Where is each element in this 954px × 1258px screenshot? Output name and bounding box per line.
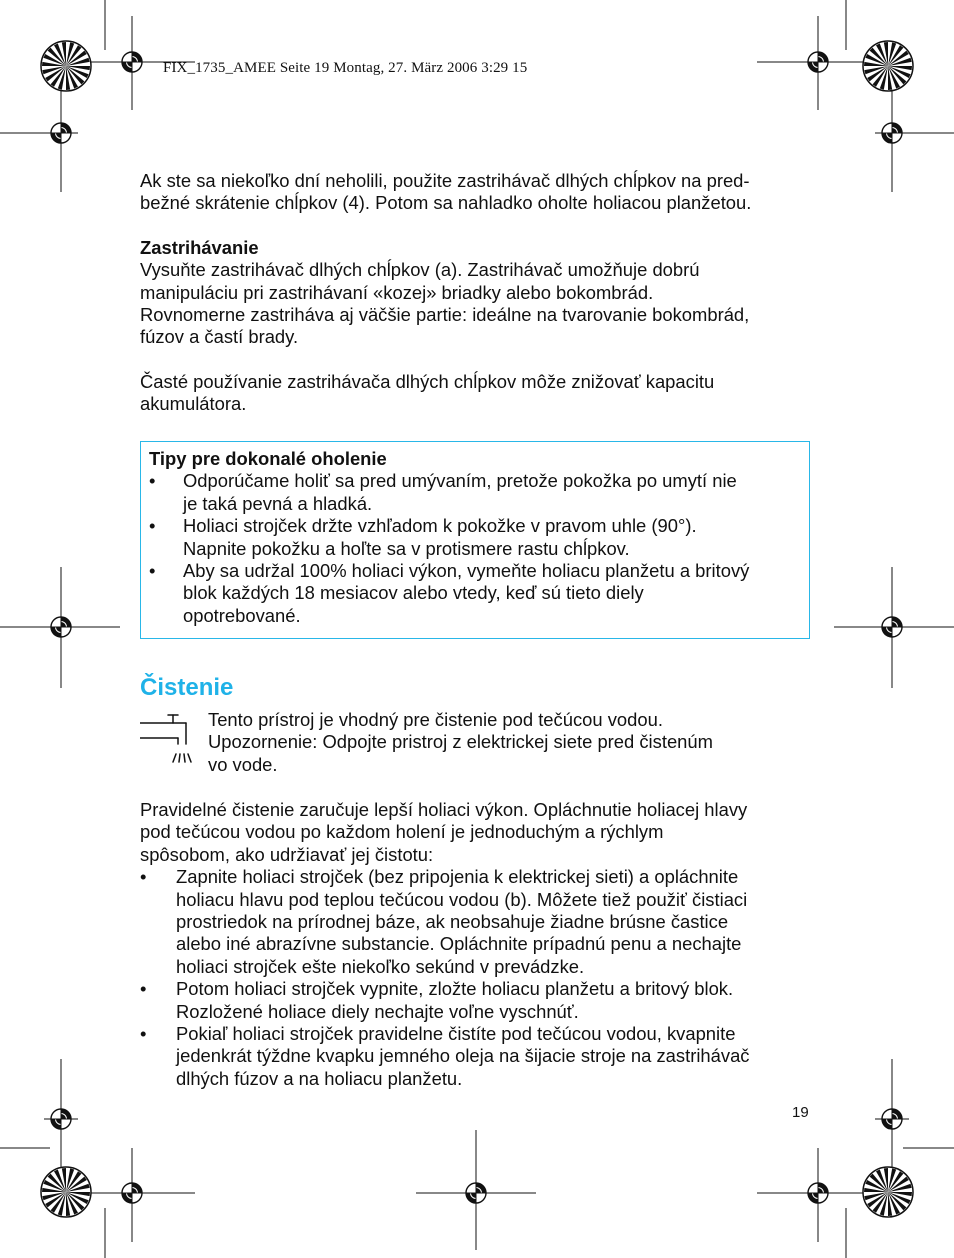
cleaning-notice xyxy=(208,709,808,776)
bullet: • xyxy=(140,978,147,1000)
tips-title: Tipy pre dokonalé oholenie xyxy=(149,448,387,469)
tip-line: Holiaci strojček držte vzhľadom k pokožke v pravom uhle (90°). xyxy=(183,515,697,537)
starburst-mark xyxy=(863,1167,913,1217)
starburst-mark xyxy=(41,1167,91,1217)
tip-line: opotrebované. xyxy=(183,604,301,626)
starburst-mark xyxy=(863,41,913,91)
step-line: jedenkrát týždne kvapku jemného oleja na šijacie stroje na zastrihávač xyxy=(176,1045,750,1067)
cleaning-section xyxy=(140,799,815,1090)
water-tap-icon xyxy=(140,713,192,765)
cleaning-intro-line: Pravidelné čistenie zaručuje lepší holiaci výkon. Opláchnutie holiacej hlavy xyxy=(140,799,748,820)
step-line: Rozložené holiace diely nechajte voľne vyschnúť. xyxy=(176,1000,579,1022)
cleaning-intro-line: pod tečúcou vodou po každom holení je jednoduchým a rýchlym xyxy=(140,821,664,843)
step-line: alebo iné abrazívne substancie. Opláchnite prípadnú penu a nechajte xyxy=(176,933,742,955)
cleaning-step xyxy=(140,1023,815,1090)
notice-line: Upozornenie: Odpojte pristroj z elektrickej siete pred čistenúm xyxy=(208,731,713,753)
step-line: Zapnite holiaci strojček (bez pripojenia k elektrickej sieti) a opláchnite xyxy=(176,866,739,888)
notice-line: Tento prístroj je vhodný pre čistenie pod tečúcou vodou. xyxy=(208,709,663,730)
tip-item xyxy=(149,470,801,515)
bullet: • xyxy=(149,470,156,492)
tip-item xyxy=(149,515,801,560)
tips-list xyxy=(149,470,801,627)
cleaning-heading: Čistenie xyxy=(140,674,234,701)
trimming-line: fúzov a častí brady. xyxy=(140,326,299,348)
notice-line: vo vode. xyxy=(208,753,278,775)
bullet: • xyxy=(149,515,156,537)
cleaning-steps xyxy=(140,866,815,1090)
step-line: dlhých fúzov a na holiacu planžetu. xyxy=(176,1067,463,1089)
intro-line-1: Ak ste sa niekoľko dní neholili, použite zastrihávač dlhých chĺpkov na pred- xyxy=(140,170,750,191)
bullet: • xyxy=(149,560,156,582)
cleaning-step xyxy=(140,978,815,1023)
intro-line-2: bežné skrátenie chĺpkov (4). Potom sa nahladko oholte holiacou planžetou. xyxy=(140,192,752,214)
tip-line: Aby sa udržal 100% holiaci výkon, vymeňte holiacu planžetu a britový xyxy=(183,560,750,582)
trimming-line: Vysuňte zastrihávač dlhých chĺpkov (a). Zastrihávač umožňuje dobrú xyxy=(140,259,700,281)
trimming-title: Zastrihávanie xyxy=(140,236,259,258)
bullet: • xyxy=(140,866,147,888)
cleaning-intro-line: spôsobom, ako udržiavať jej čistotu: xyxy=(140,843,434,865)
step-line: Pokiaľ holiaci strojček pravidelne čistíte pod tečúcou vodou, kvapnite xyxy=(176,1023,736,1045)
tip-line: blok každých 18 mesiacov alebo vtedy, keď sú tieto diely xyxy=(183,582,644,604)
tip-line: je taká pevná a hladká. xyxy=(183,492,373,514)
print-slug-line: FIX_1735_AMEE Seite 19 Montag, 27. März 2006 3:29 15 xyxy=(163,60,528,76)
trimming-note-line: Časté používanie zastrihávača dlhých chĺpkov môže znižovať kapacitu xyxy=(140,370,715,392)
step-line: Potom holiaci strojček vypnite, zložte holiacu planžetu a britový blok. xyxy=(176,978,734,1000)
trimming-line: Rovnomerne zastriháva aj väčšie partie: ideálne na tvarovanie bokombrád, xyxy=(140,304,750,326)
trimming-line: manipuláciu pri zastrihávaní «kozej» briadky alebo bokombrád. xyxy=(140,281,654,303)
step-line: holiaci strojček ešte niekoľko sekúnd v prevádzke. xyxy=(176,955,585,977)
bullet: • xyxy=(140,1023,147,1045)
step-line: holiacu hlavu pod teplou tečúcou vodou (b). Môžete tiež použiť čistiaci xyxy=(176,888,748,910)
cleaning-step xyxy=(140,866,815,978)
tips-box xyxy=(140,441,810,639)
tip-item xyxy=(149,560,801,627)
trimming-note-line: akumulátora. xyxy=(140,393,247,415)
page-number: 19 xyxy=(792,1104,809,1121)
tip-line: Odporúčame holiť sa pred umývaním, pretože pokožka po umytí nie xyxy=(183,470,737,492)
intro-section xyxy=(140,170,815,416)
starburst-mark xyxy=(41,41,91,91)
step-line: prostriedok na prírodnej báze, ak neobsahuje žiadne brúsne častice xyxy=(176,911,729,933)
tip-line: Napnite pokožku a hoľte sa v protismere rastu chĺpkov. xyxy=(183,537,630,559)
